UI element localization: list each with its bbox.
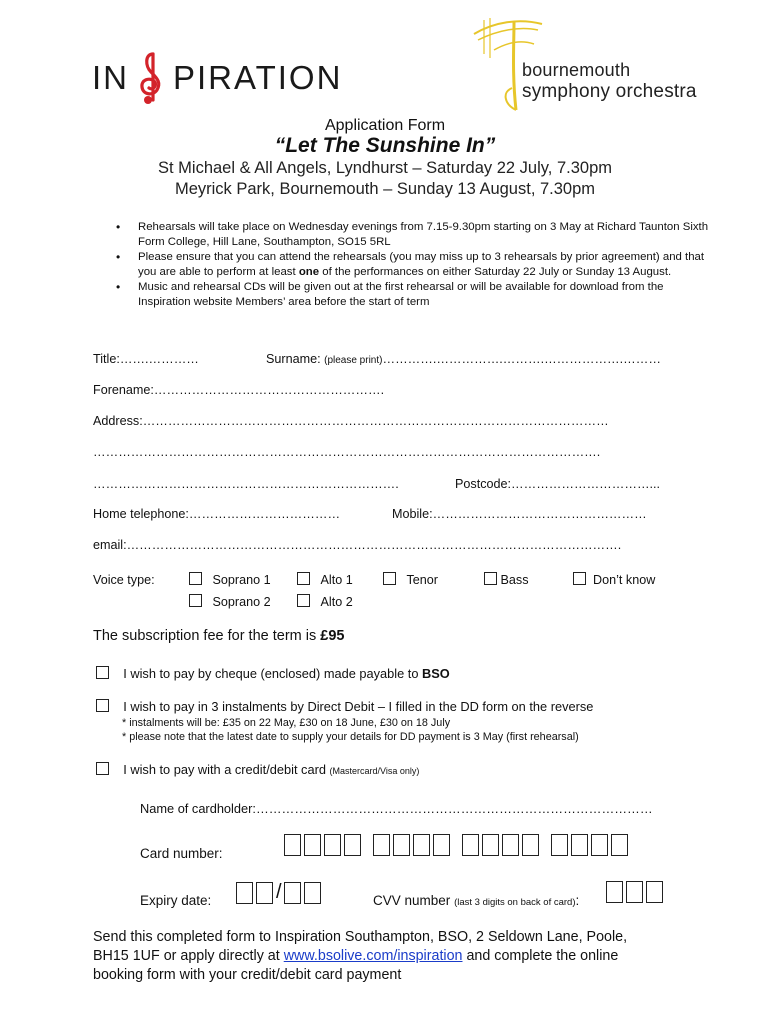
voice-type-label: Voice type:: [93, 573, 155, 587]
home-telephone-field[interactable]: Home telephone:………………………………: [93, 507, 341, 521]
checkbox[interactable]: [96, 699, 109, 712]
treble-clef-icon: [131, 50, 171, 106]
event-lyndhurst: St Michael & All Angels, Lyndhurst – Saturday 22 July, 7.30pm: [158, 159, 612, 177]
digit-box[interactable]: [626, 881, 643, 903]
voice-option-tenor[interactable]: Tenor: [383, 572, 438, 587]
bso-logo-line2: symphony orchestra: [522, 81, 697, 102]
form-label: Application Form: [324, 117, 446, 134]
pay-cheque-option[interactable]: I wish to pay by cheque (enclosed) made payable to BSO: [96, 666, 450, 681]
checkbox[interactable]: [383, 572, 396, 585]
list-item: • Rehearsals will take place on Wednesday evenings from 7.15-9.30pm starting on 3 May at Richard Taunton Sixth Form College, Hill Lane, Southampton, SO15 5RL: [108, 220, 713, 250]
dd-note-instalments: * instalments will be: £35 on 22 May, £30 on 18 June, £30 on 18 July: [122, 717, 451, 729]
pay-direct-debit-option[interactable]: I wish to pay in 3 instalments by Direct Debit – I filled in the DD form on the reverse: [96, 699, 593, 714]
digit-box[interactable]: [373, 834, 390, 856]
checkbox[interactable]: [484, 572, 497, 585]
digit-box[interactable]: [462, 834, 479, 856]
event-bournemouth: Meyrick Park, Bournemouth – Sunday 13 August, 7.30pm: [174, 180, 596, 198]
digit-box[interactable]: [344, 834, 361, 856]
checkbox[interactable]: [297, 594, 310, 607]
voice-option-dont-know[interactable]: Don’t know: [573, 572, 655, 587]
logo-text-piration: PIRATION: [173, 59, 343, 96]
digit-box[interactable]: [393, 834, 410, 856]
pay-card-option[interactable]: I wish to pay with a credit/debit card (Mastercard/Visa only): [96, 762, 419, 777]
card-number-input[interactable]: [284, 834, 631, 856]
list-item: • Music and rehearsal CDs will be given out at the first rehearsal or will be available for download from the Inspiration website Members’ area before the start of term: [108, 280, 713, 310]
digit-box[interactable]: [324, 834, 341, 856]
checkbox[interactable]: [96, 666, 109, 679]
digit-box[interactable]: [284, 834, 301, 856]
digit-box[interactable]: [522, 834, 539, 856]
checkbox[interactable]: [189, 572, 202, 585]
list-item: • Please ensure that you can attend the rehearsals (you may miss up to 3 rehearsals by prior agreement) and that you are able to perform at least one of the performances on either Saturday 22 July or Sunday 13 August.: [108, 250, 713, 280]
subscription-fee: The subscription fee for the term is £95: [93, 628, 345, 644]
digit-box[interactable]: [304, 882, 321, 904]
cvv-input[interactable]: [606, 881, 666, 903]
digit-box[interactable]: [571, 834, 588, 856]
cardholder-name-field[interactable]: Name of cardholder:…………………………………………………………………………………: [140, 801, 653, 816]
inspiration-logo: [92, 50, 342, 106]
cvv-label: CVV number (last 3 digits on back of card):: [373, 893, 580, 908]
digit-box[interactable]: [284, 882, 301, 904]
logo-text-in: IN: [92, 59, 129, 96]
bso-logo: [464, 14, 704, 114]
checkbox[interactable]: [96, 762, 109, 775]
digit-box[interactable]: [236, 882, 253, 904]
voice-option-bass[interactable]: Bass: [484, 572, 529, 587]
digit-box[interactable]: [433, 834, 450, 856]
checkbox[interactable]: [189, 594, 202, 607]
digit-box[interactable]: [304, 834, 321, 856]
postcode-field[interactable]: Postcode:……………………………...: [455, 477, 661, 491]
surname-field[interactable]: Surname: (please print)………….…………….……….……………….………: [266, 352, 661, 366]
bso-website-link[interactable]: www.bsolive.com/inspiration: [283, 948, 463, 964]
digit-box[interactable]: [551, 834, 568, 856]
address-field[interactable]: Address:…………………………………………………………………………………………………: [93, 414, 609, 428]
voice-option-soprano-2[interactable]: Soprano 2: [189, 594, 271, 609]
dd-note-deadline: * please note that the latest date to supply your details for DD payment is 3 May (first rehearsal): [122, 731, 579, 743]
voice-option-soprano-1[interactable]: Soprano 1: [189, 572, 271, 587]
mobile-field[interactable]: Mobile:……………………………………………: [392, 507, 647, 521]
email-field[interactable]: email:……………………………………………………………………………………………………….: [93, 538, 622, 552]
title-field[interactable]: Title:…….…………: [93, 352, 199, 366]
page-title: “Let The Sunshine In”: [274, 134, 496, 157]
digit-box[interactable]: [482, 834, 499, 856]
digit-box[interactable]: [502, 834, 519, 856]
digit-box[interactable]: [591, 834, 608, 856]
expiry-date-label: Expiry date:: [140, 893, 212, 908]
digit-box[interactable]: [256, 882, 273, 904]
footer-instructions: Send this completed form to Inspiration Southampton, BSO, 2 Seldown Lane, Poole, BH15 1UF or apply directly at www.bsolive.com/inspiration and complete the online booking form with your credit/debit card payment: [93, 929, 628, 983]
digit-box[interactable]: [646, 881, 663, 903]
address-line-2[interactable]: ………………………………………………………………………………………………………….: [93, 445, 601, 459]
address-line-3[interactable]: ……………………………………………………………….: [93, 477, 399, 491]
rules-list: [108, 220, 713, 310]
bso-logo-line1: bournemouth: [522, 60, 631, 80]
checkbox[interactable]: [297, 572, 310, 585]
forename-field[interactable]: Forename:……………………………………………….: [93, 383, 385, 397]
digit-box[interactable]: [611, 834, 628, 856]
voice-option-alto-1[interactable]: Alto 1: [297, 572, 353, 587]
card-number-label: Card number:: [140, 846, 223, 861]
checkbox[interactable]: [573, 572, 586, 585]
voice-option-alto-2[interactable]: Alto 2: [297, 594, 353, 609]
digit-box[interactable]: [606, 881, 623, 903]
digit-box[interactable]: [413, 834, 430, 856]
expiry-date-input[interactable]: /: [236, 881, 324, 904]
